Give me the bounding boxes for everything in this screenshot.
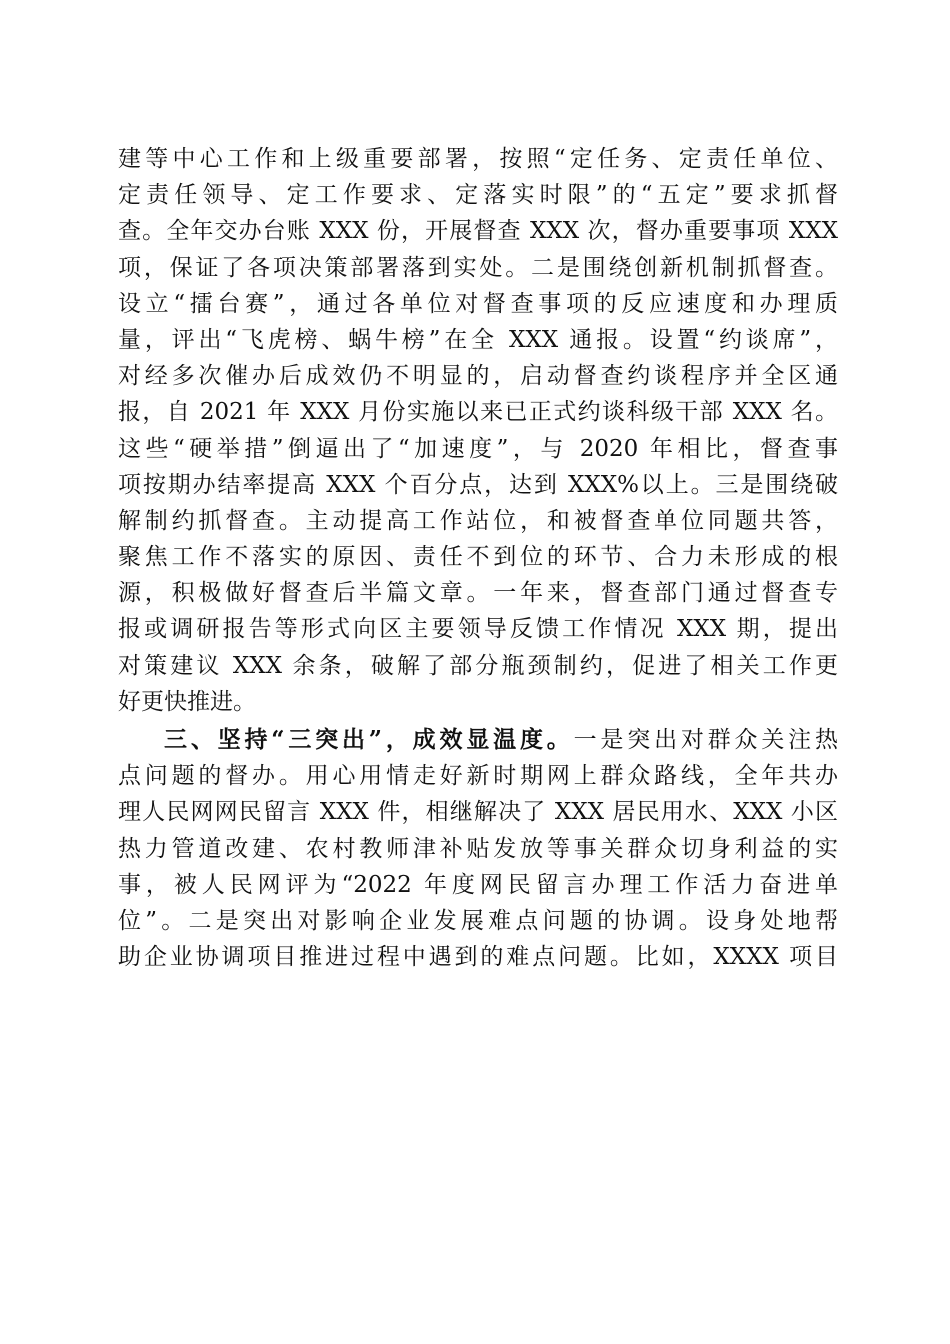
text-line: 这些“硬举措”倒逼出了“加速度”，与 2020 年相比，督查事	[118, 435, 838, 462]
section-lead-text: 一是突出对群众关注热	[573, 727, 838, 753]
section-heading: 三、坚持“三突出”，成效显温度。	[164, 726, 574, 753]
text-line: 对策建议 XXX 余条，破解了部分瓶颈制约，促进了相关工作更	[118, 652, 838, 679]
text-line: 点问题的督办。用心用情走好新时期网上群众路线，全年共办	[118, 763, 838, 790]
text-line: 助企业协调项目推进过程中遇到的难点问题。比如，XXXX 项目	[118, 944, 838, 971]
text-line: 定责任领导、定工作要求、定落实时限”的“五定”要求抓督	[118, 182, 838, 209]
paragraph-1	[118, 141, 838, 720]
text-line: 好更快推进。	[118, 688, 256, 715]
text-line: 报，自 2021 年 XXX 月份实施以来已正式约谈科级干部 XXX 名。	[118, 399, 838, 426]
text-line: 解制约抓督查。主动提高工作站位，和被督查单位同题共答，	[118, 507, 838, 534]
text-line: 项按期办结率提高 XXX 个百分点，达到 XXX%以上。三是围绕破	[118, 471, 838, 498]
body-text	[118, 141, 838, 975]
text-line: 事，被人民网评为“2022 年度网民留言办理工作活力奋进单	[118, 871, 838, 898]
text-line: 对经多次催办后成效仍不明显的，启动督查约谈程序并全区通	[118, 363, 838, 390]
text-line: 项，保证了各项决策部署落到实处。二是围绕创新机制抓督查。	[118, 254, 838, 281]
text-line: 量，评出“飞虎榜、蜗牛榜”在全 XXX 通报。设置“约谈席”，	[118, 326, 838, 353]
text-line: 聚焦工作不落实的原因、责任不到位的环节、合力未形成的根	[118, 544, 838, 571]
text-line: 查。全年交办台账 XXX 份，开展督查 XXX 次，督办重要事项 XXX	[118, 218, 838, 245]
text-line: 理人民网网民留言 XXX 件，相继解决了 XXX 居民用水、XXX 小区	[118, 799, 838, 826]
text-line: 报或调研报告等形式向区主要领导反馈工作情况 XXX 期，提出	[118, 616, 838, 643]
text-line: 热力管道改建、农村教师津补贴发放等事关群众切身利益的实	[118, 835, 838, 862]
text-line: 建等中心工作和上级重要部署，按照“定任务、定责任单位、	[118, 146, 838, 172]
text-line: 位”。二是突出对影响企业发展难点问题的协调。设身处地帮	[118, 907, 838, 934]
paragraph-2	[118, 722, 838, 975]
text-line: 设立“擂台赛”，通过各单位对督查事项的反应速度和办理质	[118, 290, 838, 317]
text-line: 源，积极做好督查后半篇文章。一年来，督查部门通过督查专	[118, 580, 838, 607]
paragraph-first-line	[118, 722, 838, 758]
